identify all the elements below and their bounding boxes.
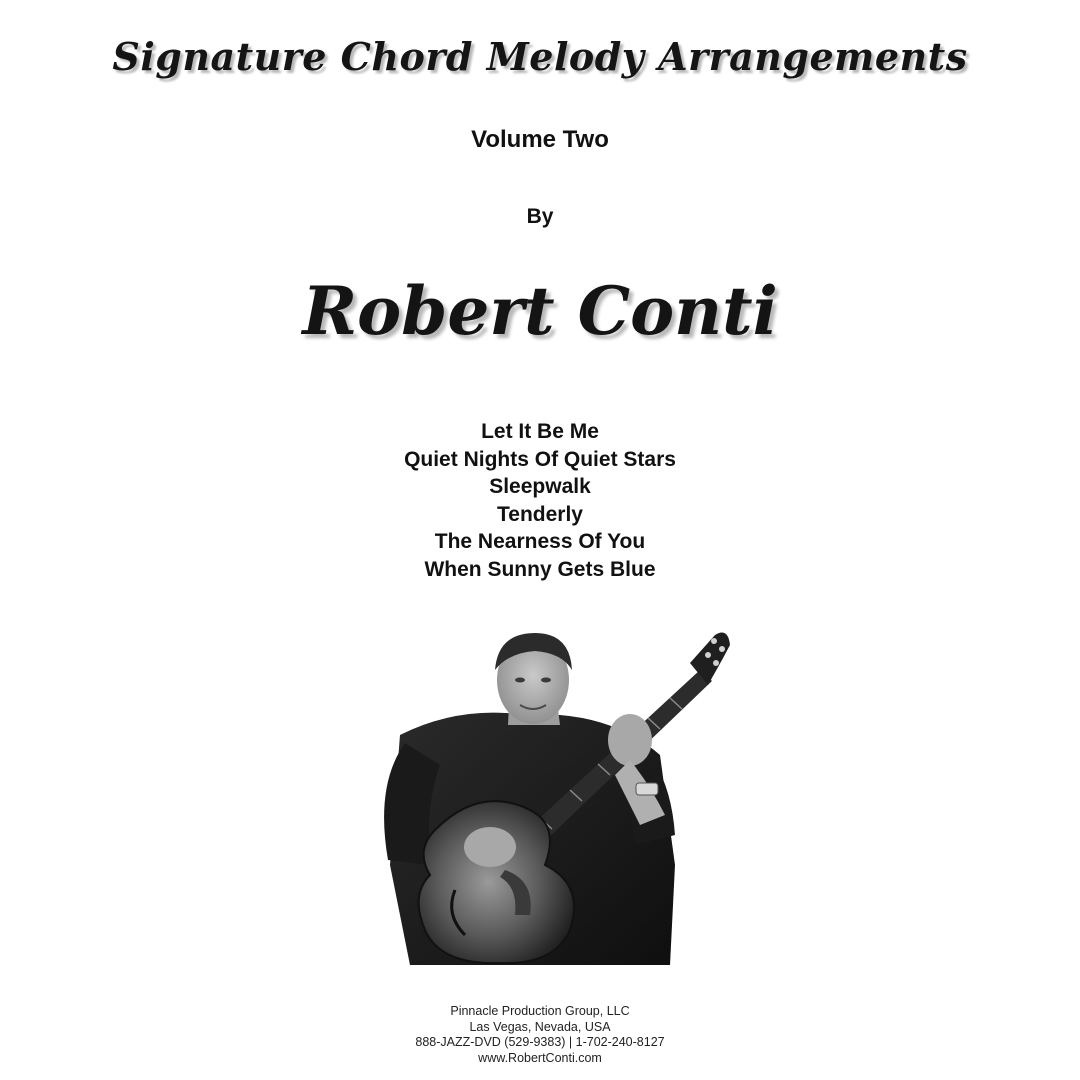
publisher-location: Las Vegas, Nevada, USA — [469, 1019, 611, 1034]
song-item: Let It Be Me — [481, 420, 599, 443]
fretting-hand-shape — [608, 714, 652, 766]
volume-label: Volume Two — [471, 126, 609, 153]
publisher-company: Pinnacle Production Group, LLC — [450, 1004, 630, 1018]
publisher-info — [0, 1004, 1080, 1066]
song-item: Quiet Nights Of Quiet Stars — [404, 447, 676, 471]
song-item: When Sunny Gets Blue — [424, 557, 656, 581]
song-item: Sleepwalk — [489, 475, 591, 499]
publisher-website[interactable]: www.RobertConti.com — [478, 1050, 602, 1065]
strumming-hand-shape — [464, 827, 516, 867]
song-item: The Nearness Of You — [434, 530, 646, 554]
song-list — [0, 418, 1080, 584]
by-label: By — [526, 205, 554, 228]
guitarist-photo — [330, 615, 750, 965]
song-item: Tenderly — [497, 502, 583, 526]
author-name: Robert Conti — [302, 272, 778, 350]
publisher-phone: 888-JAZZ-DVD (529-9383) | 1-702-240-8127 — [415, 1035, 665, 1049]
book-title: Signature Chord Melody Arrangements — [112, 34, 968, 79]
